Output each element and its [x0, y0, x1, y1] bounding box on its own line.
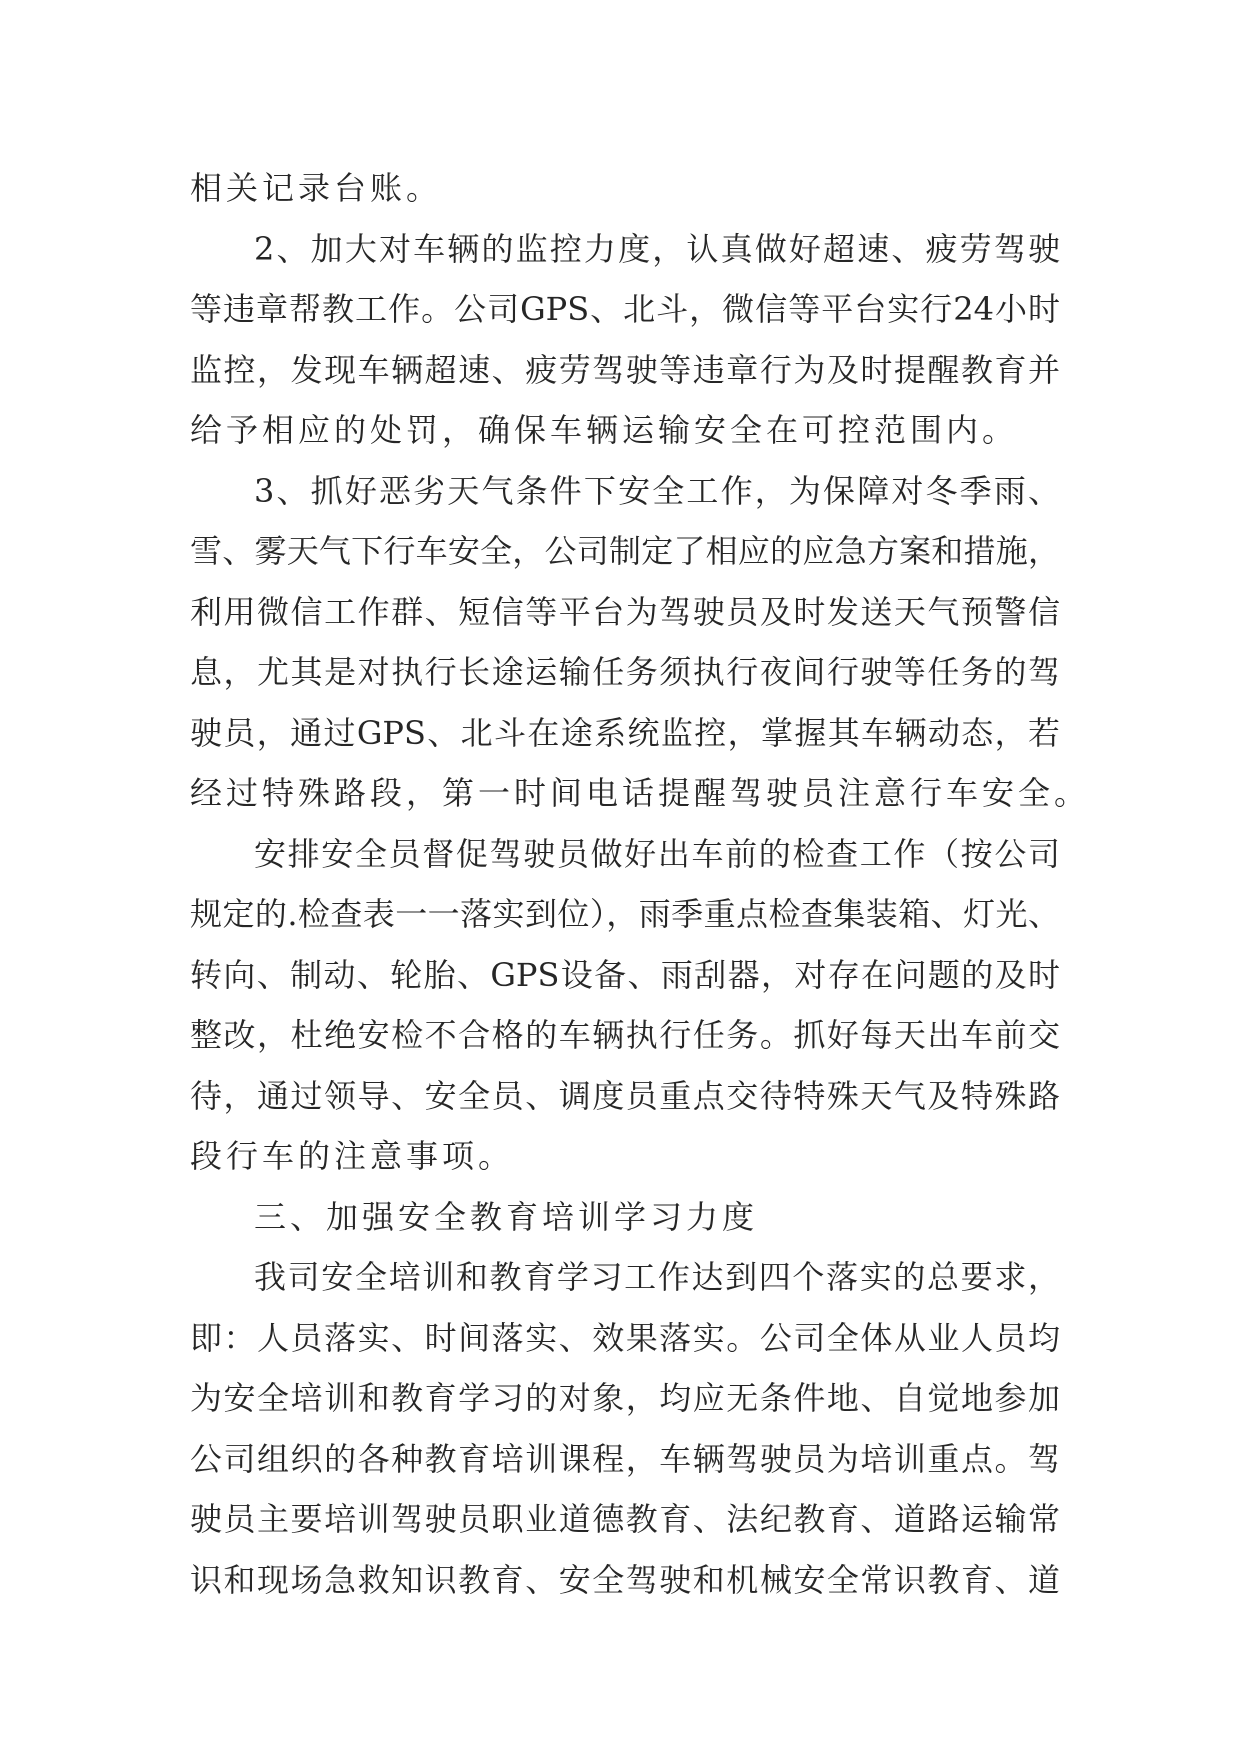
text-line: 段行车的注意事项。 — [190, 1137, 515, 1175]
text-line: 驶员，通过GPS、北斗在途系统监控，掌握其车辆动态，若 — [190, 713, 1060, 752]
text-line: 等违章帮教工作。公司GPS、北斗，微信等平台实行24小时 — [190, 290, 1060, 328]
text-line: 我司安全培训和教育学习工作达到四个落实的总要求， — [254, 1258, 1060, 1296]
text-line: 利用微信工作群、短信等平台为驾驶员及时发送天气预警信 — [190, 592, 1060, 631]
text-line: 驶员主要培训驾驶员职业道德教育、法纪教育、道路运输常 — [190, 1500, 1060, 1538]
text-line: 息，尤其是对执行长途运输任务须执行夜间行驶等任务的驾 — [190, 653, 1060, 691]
text-line: 为安全培训和教育学习的对象，均应无条件地、自觉地参加 — [190, 1379, 1060, 1417]
text-line: 给予相应的处罚，确保车辆运输安全在可控范围内。 — [190, 411, 1019, 449]
text-line: 转向、制动、轮胎、GPS设备、雨刮器，对存在问题的及时 — [190, 955, 1060, 994]
text-line: 识和现场急救知识教育、安全驾驶和机械安全常识教育、道 — [190, 1560, 1060, 1599]
section-heading: 三、加强安全教育培训学习力度 — [254, 1197, 759, 1236]
text-line: 经过特殊路段，第一时间电话提醒驾驶员注意行车安全。 — [190, 774, 1091, 812]
text-line: 安排安全员督促驾驶员做好出车前的检查工作（按公司 — [254, 834, 1060, 873]
text-line: 即：人员落实、时间落实、效果落实。公司全体从业人员均 — [190, 1318, 1060, 1357]
text-line: 公司组织的各种教育培训课程，车辆驾驶员为培训重点。驾 — [190, 1439, 1060, 1478]
text-line: 相关记录台账。 — [190, 169, 443, 207]
body-text — [190, 158, 1091, 1610]
text-line: 整改，杜绝安检不合格的车辆执行任务。抓好每天出车前交 — [190, 1016, 1060, 1054]
text-line: 规定的.检查表一一落实到位），雨季重点检查集装箱、灯光、 — [190, 895, 1060, 933]
text-line: 待，通过领导、安全员、调度员重点交待特殊天气及特殊路 — [190, 1076, 1060, 1115]
text-line: 2、加大对车辆的监控力度，认真做好超速、疲劳驾驶 — [254, 229, 1060, 268]
text-line: 监控，发现车辆超速、疲劳驾驶等违章行为及时提醒教育并 — [190, 350, 1060, 389]
text-line: 3、抓好恶劣天气条件下安全工作，为保障对冬季雨、 — [254, 471, 1060, 510]
text-line: 雪、雾天气下行车安全，公司制定了相应的应急方案和措施， — [190, 532, 1060, 570]
